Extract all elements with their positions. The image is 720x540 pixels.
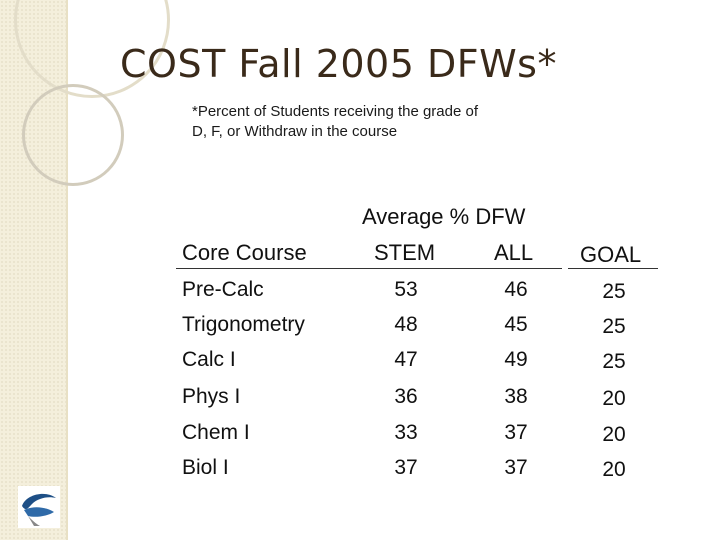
stem-value: 37 bbox=[394, 456, 418, 479]
group-header-average-dfw: Average % DFW bbox=[362, 204, 526, 229]
header-all: ALL bbox=[494, 240, 534, 265]
goal-header-rule bbox=[568, 268, 658, 269]
goal-value: 25 bbox=[602, 280, 626, 303]
all-value: 49 bbox=[504, 348, 528, 371]
course-name: Phys I bbox=[182, 385, 241, 408]
header-core-course: Core Course bbox=[182, 240, 307, 265]
slide-title: COST Fall 2005 DFWs* bbox=[120, 42, 557, 86]
all-value: 37 bbox=[504, 456, 528, 479]
footnote bbox=[192, 102, 552, 142]
all-value: 37 bbox=[504, 421, 528, 444]
all-value: 45 bbox=[504, 313, 528, 336]
header-stem: STEM bbox=[374, 240, 436, 265]
stem-value: 47 bbox=[394, 348, 418, 371]
stem-value: 33 bbox=[394, 421, 418, 444]
footnote-line-1: *Percent of Students receiving the grade of bbox=[192, 103, 479, 120]
stem-value: 36 bbox=[394, 385, 418, 408]
eagle-logo-icon bbox=[18, 486, 60, 528]
stem-value: 48 bbox=[394, 313, 418, 336]
eagle-logo-graphic bbox=[18, 486, 60, 528]
goal-value: 20 bbox=[602, 387, 626, 410]
header-goal: GOAL bbox=[580, 242, 642, 267]
course-name: Chem I bbox=[182, 421, 250, 444]
goal-value: 20 bbox=[602, 423, 626, 446]
course-name: Trigonometry bbox=[182, 313, 305, 336]
goal-value: 25 bbox=[602, 350, 626, 373]
goal-value: 20 bbox=[602, 458, 626, 481]
decorative-ring-middle bbox=[22, 84, 124, 186]
course-name: Biol I bbox=[182, 456, 229, 479]
stem-value: 53 bbox=[394, 278, 418, 301]
footnote-line-2: D, F, or Withdraw in the course bbox=[192, 123, 398, 140]
all-value: 46 bbox=[504, 278, 528, 301]
course-name: Calc I bbox=[182, 348, 236, 371]
all-value: 38 bbox=[504, 385, 528, 408]
header-rule bbox=[176, 268, 562, 269]
course-name: Pre-Calc bbox=[182, 278, 264, 301]
goal-value: 25 bbox=[602, 315, 626, 338]
